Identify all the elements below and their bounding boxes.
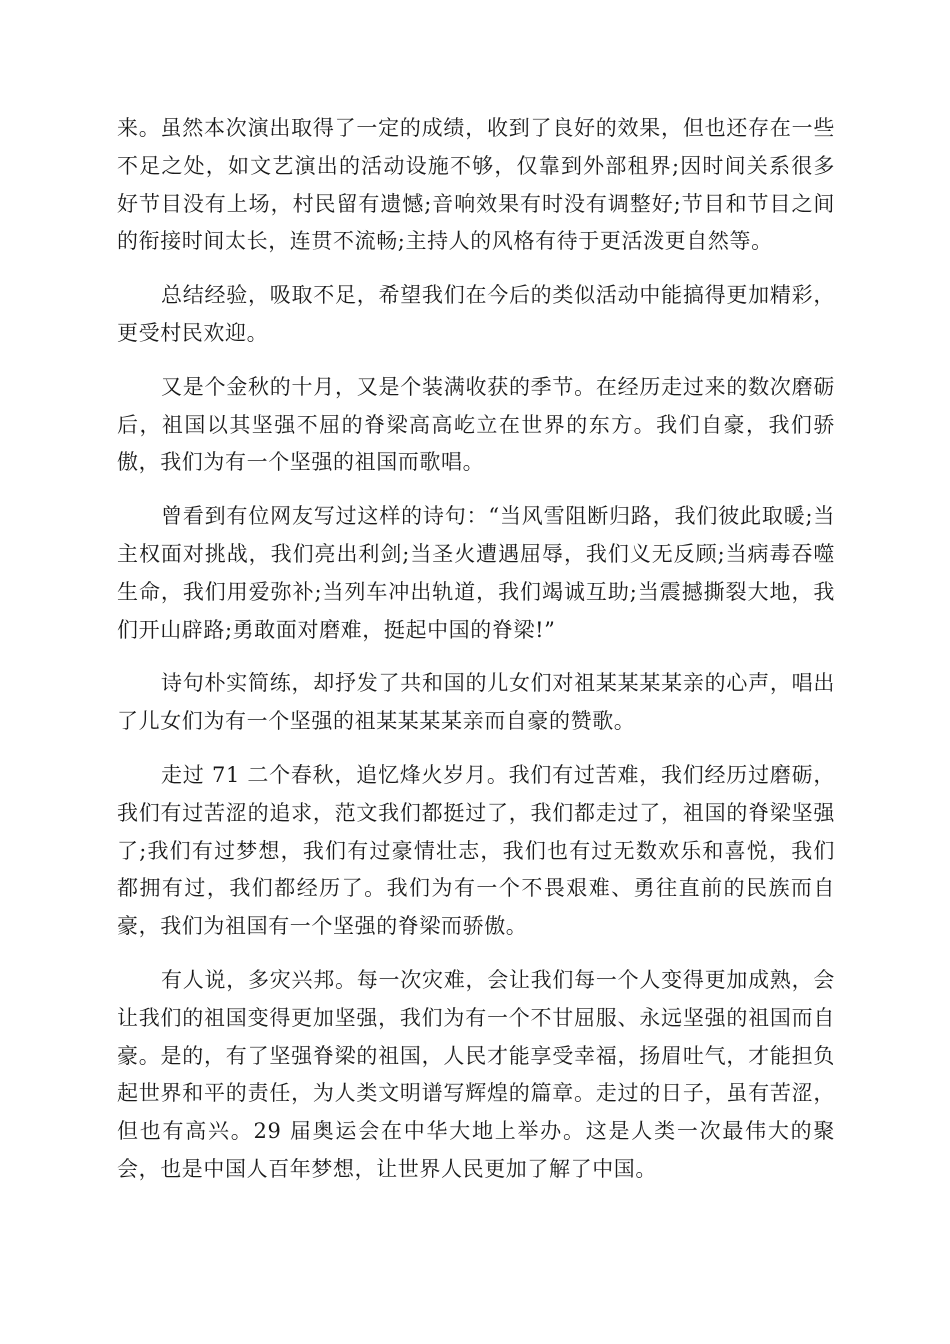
paragraph-2: 总结经验，吸取不足，希望我们在今后的类似活动中能搞得更加精彩，更受村民欢迎。 [117, 283, 835, 345]
document-body [117, 110, 835, 1205]
paragraph-6: 走过 71 二个春秋，追忆烽火岁月。我们有过苦难，我们经历过磨砺，我们有过苦涩的追求，范文我们都挺过了，我们都走过了，祖国的脊梁坚强了;我们有过梦想，我们有过豪情壮志，我们也有过无数欢乐和喜悦，我们都拥有过，我们都经历了。我们为有一个不畏艰难、勇往直前的民族而自豪，我们为祖国有一个坚强的脊梁而骄傲。 [117, 762, 835, 939]
paragraph-5: 诗句朴实简练，却抒发了共和国的儿女们对祖某某某某亲的心声，唱出了儿女们为有一个坚强的祖某某某某亲而自豪的赞歌。 [117, 671, 835, 734]
paragraph-1: 来。虽然本次演出取得了一定的成绩，收到了良好的效果，但也还存在一些不足之处，如文艺演出的活动设施不够，仅靠到外部租界;因时间关系很多好节目没有上场，村民留有遗憾;音响效果有时没有调整好;节目和节目之间的衔接时间太长，连贯不流畅;主持人的风格有待于更活泼更自然等。 [117, 116, 835, 254]
paragraph-7: 有人说，多灾兴邦。每一次灾难，会让我们每一个人变得更加成熟，会让我们的祖国变得更加坚强，我们为有一个不甘屈服、永远坚强的祖国而自豪。是的，有了坚强脊梁的祖国，人民才能享受幸福，扬眉吐气，才能担负起世界和平的责任，为人类文明谱写辉煌的篇章。走过的日子，虽有苦涩，但也有高兴。29 届奥运会在中华大地上举办。这是人类一次最伟大的聚会，也是中国人百年梦想，让世界人民更加了解了中国。 [117, 967, 835, 1181]
paragraph-4: 曾看到有位网友写过这样的诗句：“当风雪阻断归路，我们彼此取暖;当主权面对挑战，我们亮出利剑;当圣火遭遇屈辱，我们义无反顾;当病毒吞噬生命，我们用爱弥补;当列车冲出轨道，我们竭诚互助;当震撼撕裂大地，我们开山辟路;勇敢面对磨难，挺起中国的脊梁!” [117, 504, 835, 642]
paragraph-3: 又是个金秋的十月，又是个装满收获的季节。在经历走过来的数次磨砺后，祖国以其坚强不屈的脊梁高高屹立在世界的东方。我们自豪，我们骄傲，我们为有一个坚强的祖国而歌唱。 [117, 374, 835, 475]
